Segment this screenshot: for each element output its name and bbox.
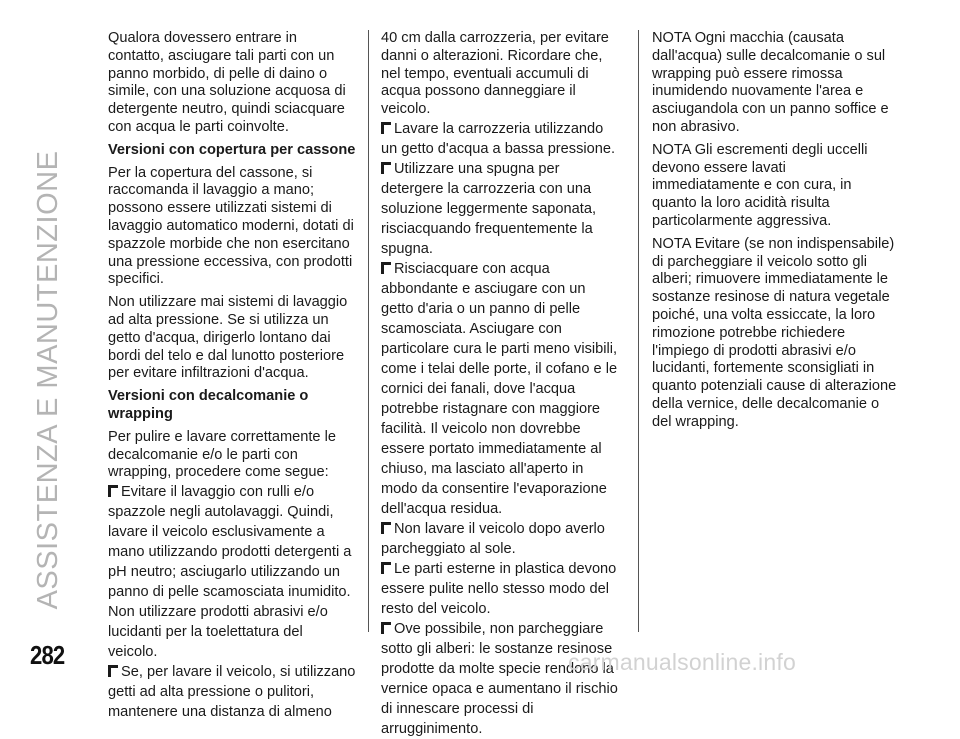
bullet-text: Ove possibile, non parcheggiare sotto gli alberi: le sostanze resinose prodotte da molte specie rendono la vernice opaca e aumentano il rischio di innescare processi di arrugginimento. (381, 620, 618, 737)
text-column-2 (381, 30, 621, 739)
bullet-item (381, 619, 621, 739)
bullet-text: Non lavare il veicolo dopo averlo parcheggiato al sole. (381, 520, 605, 557)
bullet-text: Le parti esterne in plastica devono essere pulite nello stesso modo del resto del veicolo. (381, 560, 617, 617)
checkbox-bullet-icon (108, 485, 118, 497)
bullet-item (381, 519, 621, 559)
bullet-text: Lavare la carrozzeria utilizzando un getto d'acqua a bassa pressione. (381, 120, 616, 157)
bullet-item (108, 482, 356, 662)
bullet-text: Utilizzare una spugna per detergere la carrozzeria con una soluzione leggermente saponata, risciacquando frequentemente la spugna. (381, 160, 597, 257)
watermark-text: carmanualsonline.info (568, 649, 796, 675)
paragraph: Qualora dovessero entrare in contatto, asciugare tali parti con un panno morbido, di pelle di daino o simile, con una soluzione acquosa di detergente neutro, quindi sciacquare con acqua le parti coinvolte. (108, 30, 346, 135)
note-paragraph: NOTA Evitare (se non indispensabile) di parcheggiare il veicolo sotto gli alberi; rimuovere immediatamente le sostanze resinose di natura vegetale poiché, una volta essiccate, la loro rimozione potrebbe richiedere l'impiego di prodotti abrasivi e/o lucidanti, fortemente sconsigliati in quanto potenziali cause di alterazione della vernice, delle decalcomanie o del wrapping. (652, 235, 897, 430)
bullet-item (381, 559, 621, 619)
checkbox-bullet-icon (381, 562, 391, 574)
bullet-text: Evitare il lavaggio con rulli e/o spazzole negli autolavaggi. Quindi, lavare il veicolo esclusivamente a mano utilizzando prodotti detergenti a pH neutro; asciugarlo utilizzando un panno di pelle scamosciata inumidito. Non utilizzare prodotti abrasivi e/o lucidanti per la toelettatura del veicolo. (108, 484, 352, 661)
paragraph: Non utilizzare mai sistemi di lavaggio ad alta pressione. Se si utilizza un getto d'acqua, dirigerlo lontano dai bordi del telo e dal lunotto posteriore per evitare infiltrazioni d'acqua. (108, 294, 348, 382)
paragraph: Per pulire e lavare correttamente le decalcomanie e/o le parti con wrapping, procedere come segue: (108, 428, 336, 481)
checkbox-bullet-icon (381, 122, 391, 134)
side-title-text: ASSISTENZA E MANUTENZIONE (32, 150, 64, 610)
bullet-item (381, 159, 621, 259)
page-number: 282 (30, 640, 65, 670)
checkbox-bullet-icon (108, 665, 118, 677)
paragraph: 40 cm dalla carrozzeria, per evitare danni o alterazioni. Ricordare che, nel tempo, eventuali accumuli di acqua possono danneggiare il veicolo. (381, 30, 609, 118)
bullet-item (108, 662, 356, 722)
text-column-1 (108, 30, 356, 722)
bullet-item (381, 119, 621, 159)
column-divider (368, 30, 369, 632)
section-heading: Versioni con decalcomanie o wrapping (108, 388, 309, 422)
paragraph: Per la copertura del cassone, si raccomanda il lavaggio a mano; possono essere utilizzati sistemi di lavaggio automatico moderni, dotati di spazzole morbide che non esercitano una pressione eccessiva, con prodotti specifici. (108, 164, 354, 288)
note-paragraph: NOTA Gli escrementi degli uccelli devono essere lavati immediatamente e con cura, in quanto la loro acidità risulta particolarmente aggressiva. (652, 141, 868, 229)
text-column-3 (652, 30, 897, 437)
bullet-item (381, 259, 621, 519)
bullet-text: Risciacquare con acqua abbondante e asciugare con un getto d'aria o un panno di pelle scamosciata. Asciugare con particolare cura le parti meno visibili, come i telai delle porte, il cofano e le cornici dei fanali, dove l'acqua potrebbe ristagnare con maggiore facilità. Il veicolo non dovrebbe essere portato immediatamente al chiuso, ma lasciato all'aperto in modo da consentire l'evaporazione dell'acqua residua. (381, 260, 618, 517)
checkbox-bullet-icon (381, 622, 391, 634)
note-paragraph: NOTA Ogni macchia (causata dall'acqua) sulle decalcomanie o sul wrapping può essere rimossa inumidendo nuovamente l'area e asciugandola con un panno soffice e non abrasivo. (652, 30, 889, 135)
checkbox-bullet-icon (381, 262, 391, 274)
bullet-text: Se, per lavare il veicolo, si utilizzano getti ad alta pressione o pulitori, mantenere una distanza di almeno (108, 664, 356, 721)
checkbox-bullet-icon (381, 162, 391, 174)
column-divider (638, 30, 639, 632)
section-heading: Versioni con copertura per cassone (108, 141, 356, 158)
checkbox-bullet-icon (381, 522, 391, 534)
